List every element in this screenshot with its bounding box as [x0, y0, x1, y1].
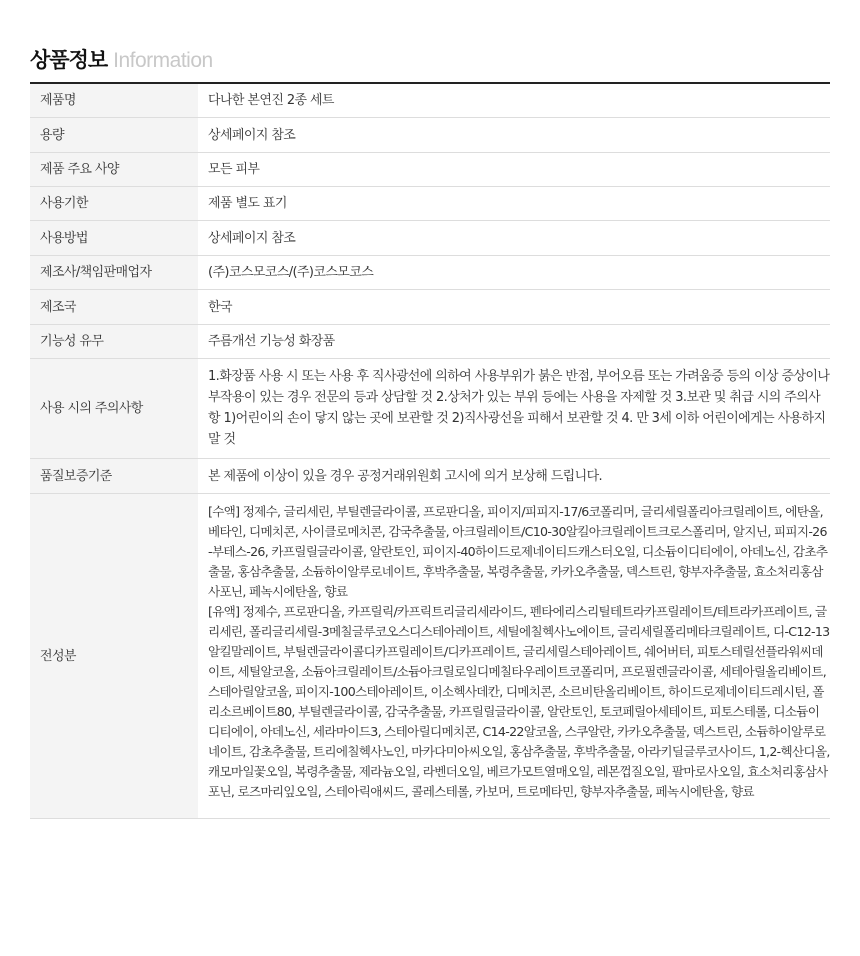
- section-subtitle: Information: [113, 49, 213, 72]
- row-value: (주)코스모코스/(주)코스모코스: [198, 256, 830, 290]
- ingredients-emulsion: [유액] 정제수, 프로판디올, 카프릴릭/카프릭트리글리세라이드, 펜타에리스리틸테트라카프릴레이트/테트라카프레이트, 글리세린, 폴리글리세릴-3메칠글루코오스디스테아레이트, 세틸에칠헥사노에이트, 글리세릴폴리메타크릴레이트, 디-C12-13알킬말레이트, 부틸렌글라이콜디카프릴레이트/디카프레이트, 글리세릴스테아레이트, 쉐어버터, 피토스테릴선플라워씨데이트, 세틸알코올, 소듐아크릴레이트/소듐아크릴로일디메칠타우레이트코폴리머, 프로필렌글라이콜, 세테아릴올리베이트, 스테아릴알코올, 피이지-100스테아레이트, 이소헥사데칸, 디메치콘, 소르비탄올리베이트, 하이드로제네이티드레시틴, 폴리소르베이트80, 부틸렌글라이콜, 감국추출물, 카프릴릴글라이콜, 알란토인, 토코페릴아세테이트, 피토스테롤, 디소듐이디티에이, 아데노신, 세라마이드3, 스테아릴디메치콘, C14-22알코올, 스쿠알란, 카카오추출물, 덱스트린, 소듐하이알루로네이트, 감초추출물, 트리에칠헥사노인, 마카다미아씨오일, 홍삼추출물, 후박추출물, 아라키딜글루코사이드, 1,2-헥산디올, 캐모마일꽃오일, 복령추출물, 제라늄오일, 라벤더오일, 베르가모트열매오일, 레몬껍질오일, 팔마로사오일, 효소처리홍삼사포닌, 로즈마리잎오일, 스테아릭애씨드, 콜레스테롤, 카보머, 트로메타민, 향부자추출물, 페녹시에탄올, 향료: [208, 604, 830, 799]
- table-row: [30, 256, 830, 290]
- table-row: [30, 83, 830, 118]
- row-label: 사용방법: [30, 221, 198, 256]
- row-value: 한국: [198, 290, 830, 325]
- row-label: 사용 시의 주의사항: [30, 359, 198, 459]
- row-label: 제품명: [30, 83, 198, 118]
- product-info-section: [30, 44, 830, 819]
- row-label: 품질보증기준: [30, 459, 198, 494]
- row-label: 제품 주요 사양: [30, 153, 198, 187]
- section-title: 상품정보: [30, 48, 108, 72]
- product-info-table: [30, 82, 830, 819]
- table-row: [30, 359, 830, 459]
- row-value: 다나한 본연진 2종 세트: [198, 83, 830, 118]
- row-label: 사용기한: [30, 187, 198, 221]
- row-label: 전성분: [30, 494, 198, 819]
- table-row: [30, 153, 830, 187]
- table-row: [30, 325, 830, 359]
- row-label: 제조사/책임판매업자: [30, 256, 198, 290]
- row-value: 상세페이지 참조: [198, 118, 830, 153]
- row-label: 용량: [30, 118, 198, 153]
- ingredients-toner: [수액] 정제수, 글리세린, 부틸렌글라이콜, 프로판디올, 피이지/피피지-17/6코폴리머, 글리세릴폴리아크릴레이트, 에탄올, 베타인, 디메치콘, 사이클로메치콘, 감국추출물, 아크릴레이트/C10-30알킬아크릴레이트크로스폴리머, 알지닌, 피피지-26-부테스-26, 카프릴릴글라이콜, 알란토인, 피이지-40하이드로제네이티드캐스터오일, 디소듐이디티에이, 아데노신, 감초추출물, 홍삼추출물, 소듐하이알루로네이트, 후박추출물, 복령추출물, 카카오추출물, 덱스트린, 향부자추출물, 효소처리홍삼사포닌, 페녹시에탄올, 향료: [208, 504, 828, 599]
- table-row: [30, 187, 830, 221]
- row-value-precautions: 1.화장품 사용 시 또는 사용 후 직사광선에 의하여 사용부위가 붉은 반점, 부어오름 또는 가려움증 등의 이상 증상이나 부작용이 있는 경우 전문의 등과 상담할 것 2.상처가 있는 부위 등에는 사용을 자제할 것 3.보관 및 취급 시의 주의사항 1)어린이의 손이 닿지 않는 곳에 보관할 것 2)직사광선을 피해서 보관할 것 4. 만 3세 이하 어린이에게는 사용하지 말 것: [198, 359, 830, 459]
- table-row: [30, 118, 830, 153]
- row-value: 제품 별도 표기: [198, 187, 830, 221]
- row-value: 주름개선 기능성 화장품: [198, 325, 830, 359]
- row-value-ingredients: [198, 494, 830, 819]
- table-row: [30, 290, 830, 325]
- section-header: [30, 44, 830, 80]
- row-value: 상세페이지 참조: [198, 221, 830, 256]
- table-row: [30, 494, 830, 819]
- row-label: 제조국: [30, 290, 198, 325]
- row-label: 기능성 유무: [30, 325, 198, 359]
- row-value: 본 제품에 이상이 있을 경우 공정거래위원회 고시에 의거 보상해 드립니다.: [198, 459, 830, 494]
- table-row: [30, 459, 830, 494]
- row-value: 모든 피부: [198, 153, 830, 187]
- table-row: [30, 221, 830, 256]
